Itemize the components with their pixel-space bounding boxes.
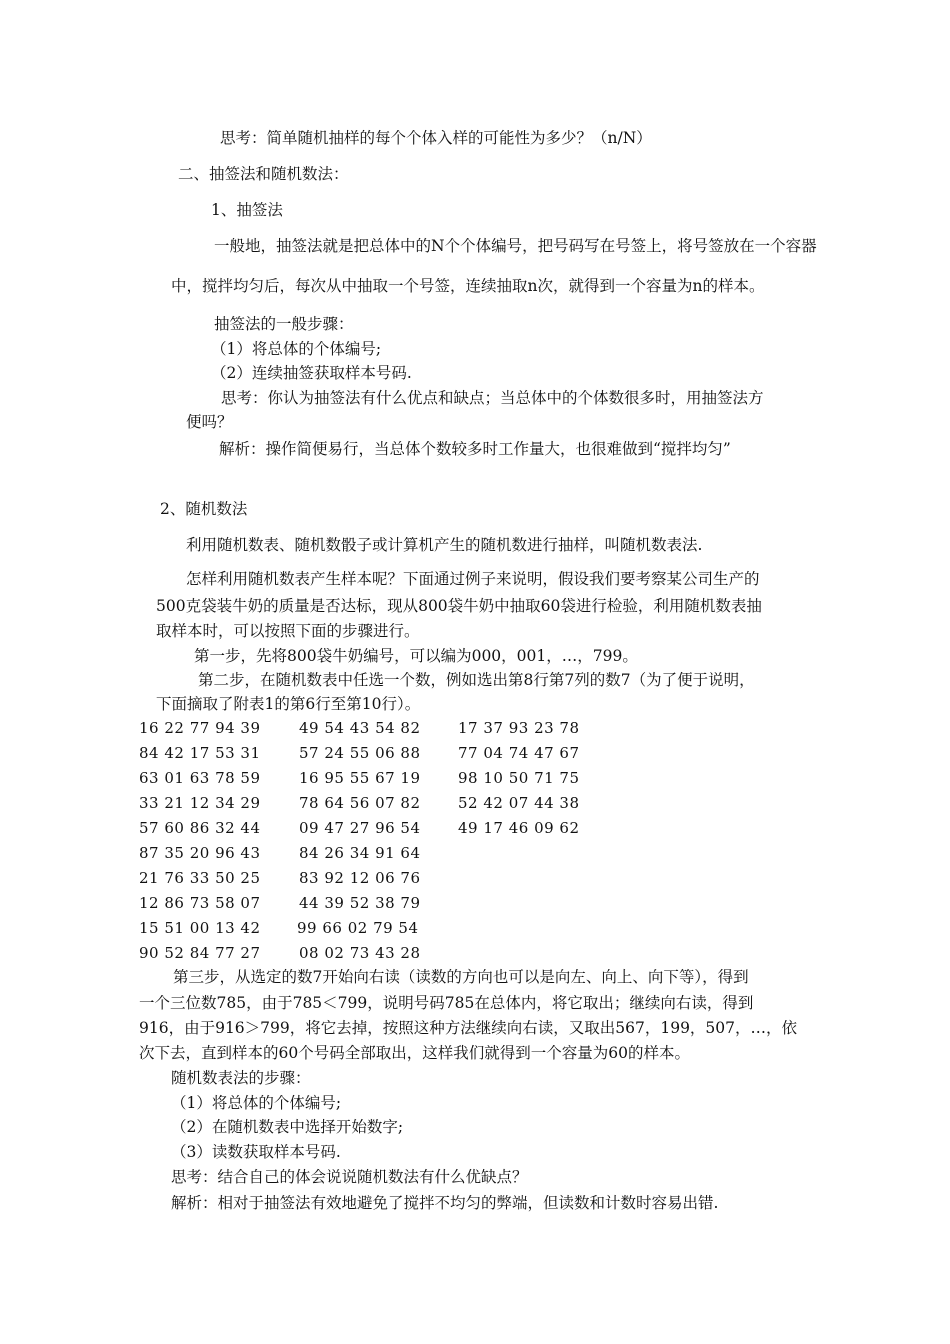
think-question-2-line-1: 思考：你认为抽签法有什么优点和缺点；当总体中的个体数很多时，用抽签法方 [221, 389, 764, 407]
table-cell: 84 42 17 53 31 [139, 744, 261, 762]
table-cell: 57 24 55 06 88 [299, 744, 421, 762]
table-cell: 08 02 73 43 28 [299, 944, 421, 962]
table-cell: 44 39 52 38 79 [299, 894, 421, 912]
analysis-1: 解析：操作简便易行，当总体个数较多时工作量大，也很难做到“搅拌均匀” [219, 440, 731, 458]
random-table-step-2: （2）在随机数表中选择开始数字; [171, 1118, 404, 1136]
table-cell: 12 86 73 58 07 [139, 894, 261, 912]
step-three-line-1: 第三步，从选定的数7开始向右读（读数的方向也可以是向左、向上、向下等），得到 [173, 968, 749, 986]
table-cell: 33 21 12 34 29 [139, 794, 261, 812]
example-intro-line-3: 取样本时，可以按照下面的步骤进行。 [156, 622, 420, 640]
analysis-2: 解析：相对于抽签法有效地避免了搅拌不均匀的弊端，但读数和计数时容易出错. [171, 1194, 719, 1212]
lottery-definition-line-2: 中，搅拌均匀后，每次从中抽取一个号签，连续抽取n次，就得到一个容量为n的样本。 [171, 277, 765, 295]
random-table-steps-heading: 随机数表法的步骤： [171, 1069, 311, 1087]
section-heading-2: 二、抽签法和随机数法： [178, 165, 349, 183]
table-cell: 52 42 07 44 38 [458, 794, 580, 812]
random-table-step-1: （1）将总体的个体编号; [171, 1094, 342, 1112]
lottery-steps-heading: 抽签法的一般步骤： [214, 315, 354, 333]
table-cell: 49 17 46 09 62 [458, 819, 580, 837]
step-two-line-1: 第二步，在随机数表中任选一个数，例如选出第8行第7列的数7（为了便于说明， [198, 671, 755, 689]
table-cell: 57 60 86 32 44 [139, 819, 261, 837]
lottery-step-1: （1）将总体的个体编号; [211, 340, 382, 358]
table-cell: 84 26 34 91 64 [299, 844, 421, 862]
table-cell: 77 04 74 47 67 [458, 744, 580, 762]
step-three-line-4: 次下去，直到样本的60个号码全部取出，这样我们就得到一个容量为60的样本。 [139, 1044, 690, 1062]
table-cell: 49 54 43 54 82 [299, 719, 421, 737]
table-cell: 90 52 84 77 27 [139, 944, 261, 962]
step-three-line-2: 一个三位数785，由于785＜799，说明号码785在总体内，将它取出；继续向右读，得到 [139, 994, 754, 1012]
think-question-2-line-2: 便吗？ [186, 413, 233, 431]
table-cell: 99 66 02 79 54 [297, 919, 419, 937]
example-intro-line-2: 500克袋装牛奶的质量是否达标，现从800袋牛奶中抽取60袋进行检验，利用随机数表抽 [156, 597, 762, 615]
table-cell: 98 10 50 71 75 [458, 769, 580, 787]
table-cell: 87 35 20 96 43 [139, 844, 261, 862]
step-two-line-2: 下面摘取了附表1的第6行至第10行）。 [156, 695, 421, 713]
subsection-heading-random-number: 2、随机数法 [160, 500, 248, 518]
step-one: 第一步，先将800袋牛奶编号，可以编为000，001，…，799。 [194, 647, 638, 665]
think-question-1: 思考：简单随机抽样的每个个体入样的可能性为多少？（n/N） [220, 129, 652, 147]
table-cell: 09 47 27 96 54 [299, 819, 421, 837]
table-cell: 15 51 00 13 42 [139, 919, 261, 937]
think-question-3: 思考：结合自己的体会说说随机数法有什么优缺点？ [171, 1168, 528, 1186]
table-cell: 16 95 55 67 19 [299, 769, 421, 787]
table-cell: 63 01 63 78 59 [139, 769, 261, 787]
random-number-definition: 利用随机数表、随机数骰子或计算机产生的随机数进行抽样，叫随机数表法. [186, 536, 703, 554]
lottery-step-2: （2）连续抽签获取样本号码. [211, 364, 412, 382]
random-table-step-3: （3）读数获取样本号码. [171, 1143, 341, 1161]
table-cell: 21 76 33 50 25 [139, 869, 261, 887]
subsection-heading-lottery: 1、抽签法 [211, 201, 283, 219]
example-intro-line-1: 怎样利用随机数表产生样本呢？下面通过例子来说明，假设我们要考察某公司生产的 [186, 570, 760, 588]
table-cell: 16 22 77 94 39 [139, 719, 261, 737]
lottery-definition-line-1: 一般地，抽签法就是把总体中的N个个体编号，把号码写在号签上，将号签放在一个容器 [214, 237, 817, 255]
table-cell: 78 64 56 07 82 [299, 794, 421, 812]
step-three-line-3: 916，由于916＞799，将它去掉，按照这种方法继续向右读，又取出567，199，507，…，依 [139, 1019, 798, 1037]
table-cell: 17 37 93 23 78 [458, 719, 580, 737]
table-cell: 83 92 12 06 76 [299, 869, 421, 887]
